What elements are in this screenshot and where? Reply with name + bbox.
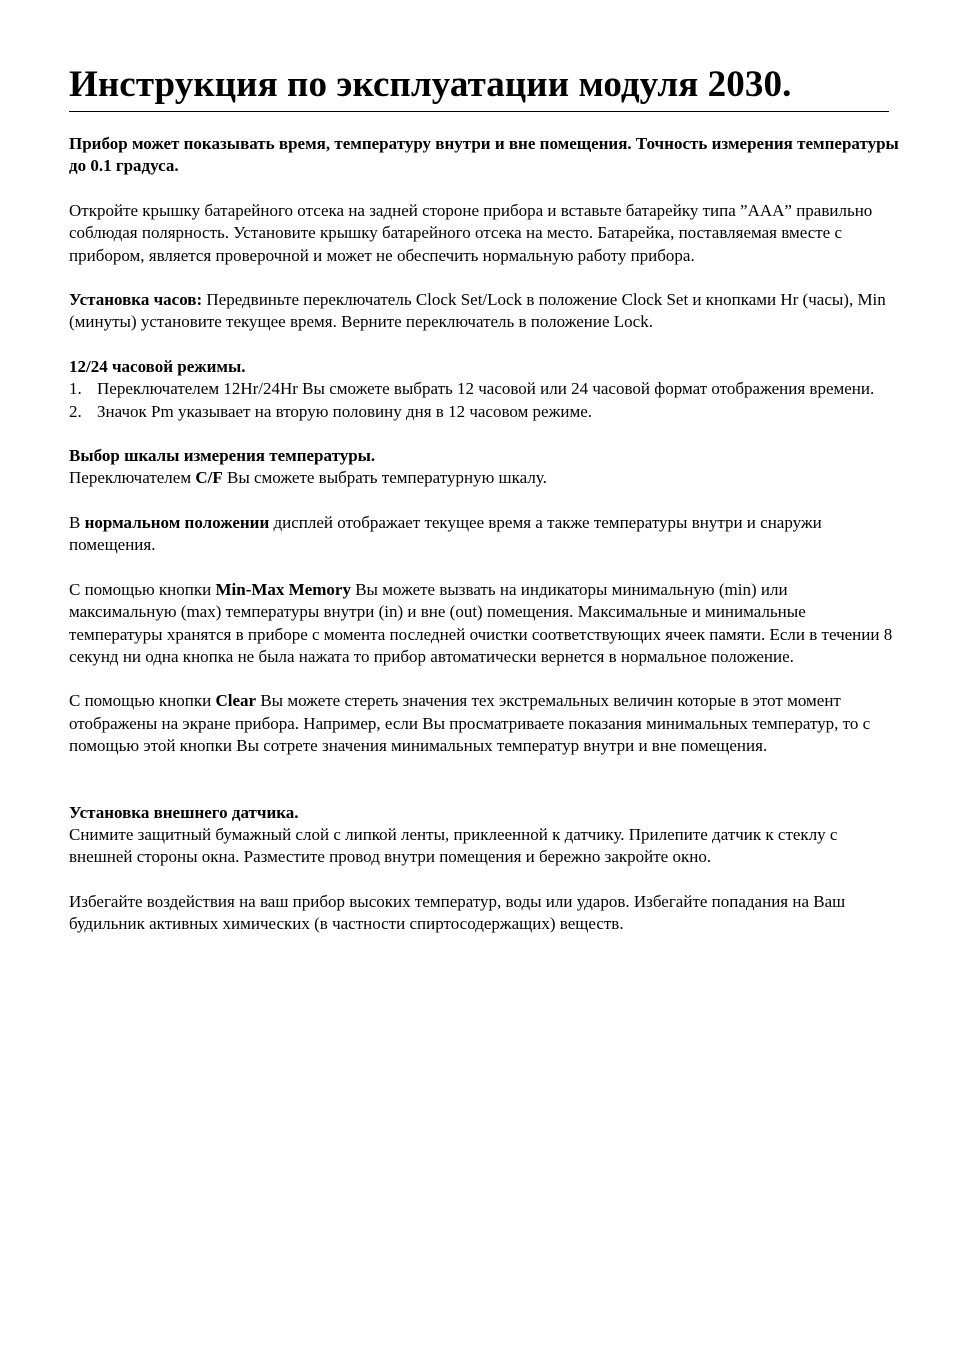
clear-text-post: Вы можете стереть значения тех экстремальных величин которые в этот момент отображены на экране прибора. Например, если Вы просматриваете показания минимальных температур, то с помощью этой кнопки Вы сотрете значения минимальных температур внутри и вне помещения. xyxy=(69,691,871,756)
minmax-text-post: Вы можете вызвать на индикаторы минимальную (min) или максимальную (max) температуры внутри (in) и вне (out) помещения. Максимальные и минимальные температуры хранятся в приборе с момента последней очистки соответствующих ячеек памяти. Если в течении 8 секунд ни одна кнопка не была нажата то прибор автоматически вернется в нормальное положение. xyxy=(69,579,893,666)
clock-setup-label: Установка часов: xyxy=(69,290,203,310)
sensor-heading: Установка внешнего датчика. xyxy=(69,802,299,822)
scale-text-pre: Переключателем xyxy=(69,468,196,488)
list-item xyxy=(69,378,897,400)
list-item xyxy=(69,401,897,423)
list-item-number: 1. xyxy=(69,379,82,399)
warning-paragraph: Избегайте воздействия на ваш прибор высоких температур, воды или ударов. Избегайте попадания на Ваш будильник активных химических (в частности спиртосодержащих) веществ. xyxy=(69,891,846,934)
clock-setup-paragraph xyxy=(69,289,899,334)
normal-text-pre: В xyxy=(69,512,85,532)
title-block xyxy=(69,62,889,112)
clear-text-pre: С помощью кнопки xyxy=(69,691,216,711)
mode-list xyxy=(69,378,890,423)
normal-text-post: дисплей отображает текущее время а также температуры внутри и снаружи помещения. xyxy=(69,512,822,555)
sensor-paragraph: Снимите защитный бумажный слой с липкой ленты, приклеенной к датчику. Прилепите датчик к стеклу с внешней стороны окна. Разместите провод внутри помещения и бережно закройте окно. xyxy=(69,824,838,867)
normal-mode-paragraph xyxy=(69,512,899,557)
page-title: Инструкция по эксплуатации модуля 2030. xyxy=(69,64,792,105)
clear-button-label: Clear xyxy=(215,691,257,711)
mode-heading: 12/24 часовой режимы. xyxy=(69,356,246,376)
minmax-paragraph xyxy=(69,579,899,669)
list-item-text: Значок Pm указывает на вторую половину дня в 12 часовом режиме. xyxy=(97,401,593,421)
list-item-text: Переключателем 12Hr/24Hr Вы сможете выбрать 12 часовой или 24 часовой формат отображения времени. xyxy=(97,379,875,399)
list-item-number: 2. xyxy=(69,401,82,421)
normal-mode-label: нормальном положении xyxy=(84,512,270,532)
battery-paragraph: Откройте крышку батарейного отсека на задней стороне прибора и вставьте батарейку типа ”AAA” правильно соблюдая полярность. Установите крышку батарейного отсека на место. Батарейка, поставляемая вместе с прибором, является проверочной и может не обеспечить нормальную работу прибора. xyxy=(69,200,873,265)
clear-paragraph xyxy=(69,690,899,757)
intro-paragraph: Прибор может показывать время, температуру внутри и вне помещения. Точность измерения температуры до 0.1 градуса. xyxy=(69,134,899,176)
minmax-button-label: Min-Max Memory xyxy=(215,579,351,599)
scale-text-post: Вы сможете выбрать температурную шкалу. xyxy=(222,468,547,488)
scale-heading: Выбор шкалы измерения температуры. xyxy=(69,446,376,466)
clock-setup-text: Передвиньте переключатель Clock Set/Lock в положение Clock Set и кнопками Hr (часы), Min (минуты) установите текущее время. Верните переключатель в положение Lock. xyxy=(69,290,886,332)
scale-paragraph xyxy=(69,467,899,489)
scale-switch-label: C/F xyxy=(195,468,223,488)
minmax-text-pre: С помощью кнопки xyxy=(69,579,216,599)
